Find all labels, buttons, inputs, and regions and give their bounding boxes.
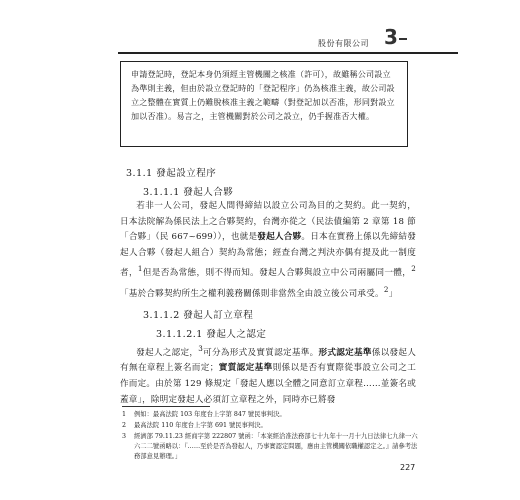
footnote-ref: 2 — [411, 264, 416, 274]
footnote-ref: 1 — [137, 264, 143, 274]
term-substantive-standard: 實質認定基準 — [218, 363, 273, 374]
paragraph-partnership: 若非一人公司，發起人間得締結以設立公司為目的之契約。此一契約，日本法院解為係民法上之合夥契約，台灣亦從之（民法債編第 2 章第 18 節「合夥」（民 667~699）），也就是發起人合夥。日本在實務上係以先締結發起人合夥（發起人組合）契約為常態；經查台灣之判決亦偶有提及此一制度者，$^1$但是否為常態，則不得而知。發起人合夥與設立中公司兩屬同一體，$^2$「基於合夥契約所生之權利義務關係則非當然全由設立後公司承受。$^2$」 — [120, 201, 416, 299]
header-rule — [118, 52, 458, 54]
chapter-number: 3 — [384, 25, 407, 49]
paragraph-promoter-identification: 發起人之認定，$^3$可分為形式及實質認定基準。形式認定基準係以發起人有無在章程上簽名而定；實質認定基準則係以是否有實際從事設立公司之工作而定。由於第 129 條規定「發起人應以全體之同意訂立章程……並簽名或蓋章」，除明定發起人必須訂立章程之外，同時亦已將發 — [120, 344, 416, 405]
subsubsection-heading-promoter: 3.1.1.2.1 發起人之認定 — [156, 329, 267, 340]
subsection-heading-partnership: 3.1.1.1 發起人合夥 — [143, 187, 234, 198]
footnote-1: 1 例如：最高法院 103 年度台上字第 847 號民事判決。 — [122, 411, 286, 418]
term-formal-standard: 形式認定基準 — [318, 347, 372, 358]
footnote-rule — [122, 406, 210, 407]
footnote-ref: 2 — [383, 284, 389, 294]
term-promoter-partnership: 發起人合夥 — [257, 232, 302, 243]
footnote-3: 3 經濟部 79.11.23 經商字第 222807 號函：「本案經洽准法務部七十九年十一月十九日法律七九律一六六二二號函略以：『……至於是否為發起人，乃事實認定問題，應由主管機關依職權認定之。』請參考法務部意見辦理。」 — [122, 433, 418, 460]
running-header: 股份有限公司 — [318, 39, 369, 48]
boxed-note — [120, 61, 408, 147]
footnote-2: 2 最高法院 110 年度台上字第 691 號民事判決。 — [122, 422, 267, 429]
page-number: 227 — [400, 463, 416, 472]
footnote-ref: 3 — [198, 344, 203, 353]
subsection-heading-articles: 3.1.1.2 發起人訂立章程 — [143, 310, 254, 321]
section-heading: 3.1.1 發起設立程序 — [126, 168, 217, 179]
boxed-note-text: 申請登記時，登記本身仍須經主管機關之核准（許可），故雖稱公司設立為準則主義，但由於設立登記時的「登記程序」仍為核准主義，故公司設立之整體在實質上仍難脫核准主義之範疇（對登記加以否准，形同對設立加以否准）。易言之，主管機關對於公司之設立，仍手握准否大權。 — [131, 69, 395, 121]
